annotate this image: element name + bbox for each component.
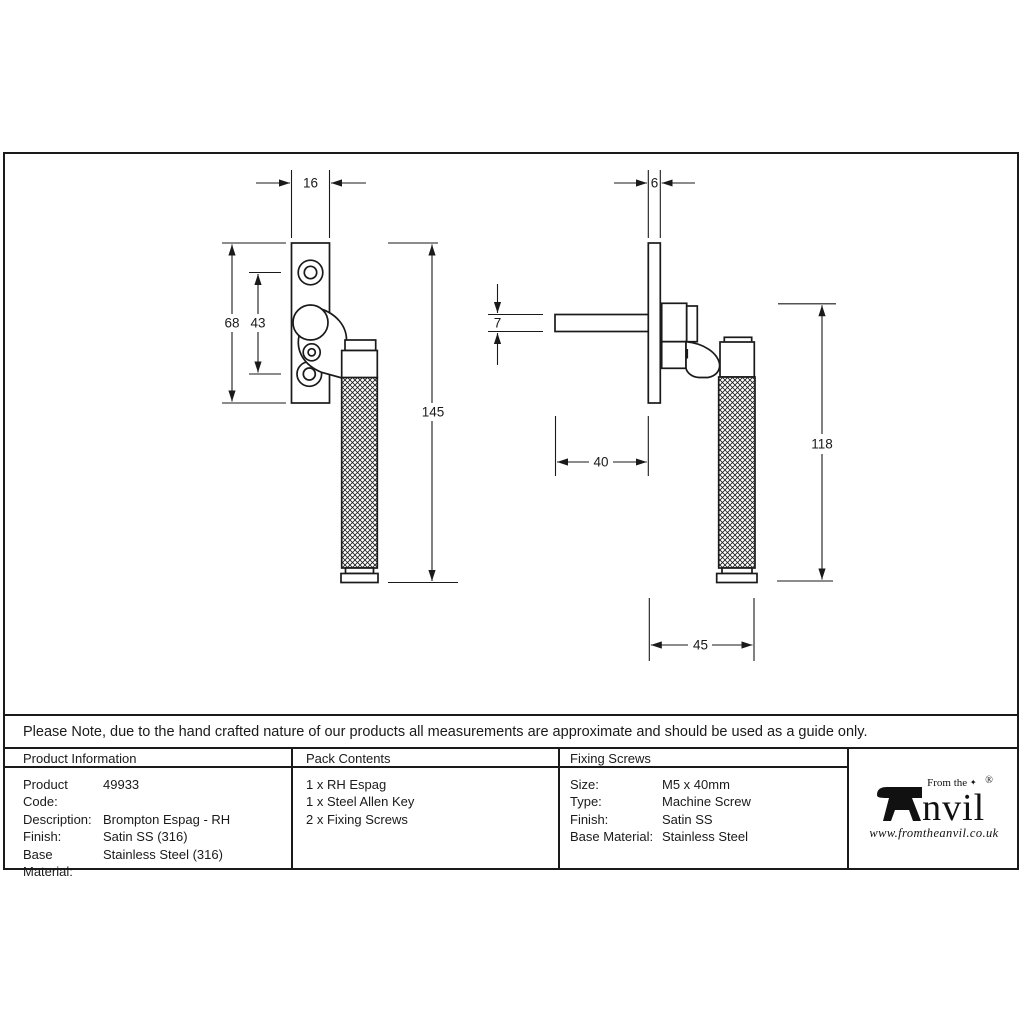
dim-front-hole-spacing [249,273,281,375]
side-plate [648,243,660,403]
table-row [570,776,751,794]
table-row [23,811,230,829]
header-pack-contents: Pack Contents [306,750,391,766]
dim-label-handle-drop: 118 [811,436,833,452]
dim-label-projection: 45 [692,637,709,653]
finish-value: Satin SS (316) [103,829,188,844]
table-row [570,793,751,811]
screw-material-value: Stainless Steel [662,829,748,844]
table-divider-1 [291,747,293,870]
base-material-value: Stainless Steel (316) [103,846,223,862]
row-label: Product Code: [23,776,68,809]
front-handle-collar [345,340,376,351]
dim-front-plate-width [256,170,366,238]
list-item: 2 x Fixing Screws [306,811,408,827]
row-label: Finish: [23,829,62,844]
side-knurled-grip [719,377,755,568]
dim-label-hole-spacing: 43 [250,315,266,331]
dim-side-spindle-square [488,284,543,365]
row-label: Finish: [570,811,609,827]
fixing-screws-cell [570,776,751,846]
table-row [570,828,751,846]
dim-side-plate-thickness [614,170,695,238]
table-row [23,776,230,811]
screw-size-value: M5 x 40mm [662,776,730,792]
row-label: Base Material: [23,846,73,879]
front-pivot-knob [293,305,328,340]
measurement-note: Please Note, due to the hand crafted nature of our products all measurements are approximate and should be used as a guide only. [23,723,868,740]
header-product-information: Product Information [23,750,137,766]
row-label: Size: [570,776,599,792]
pack-contents-cell [306,776,414,829]
anvil-a-icon [875,784,925,824]
front-end-cap [341,574,378,583]
side-set-screw [686,349,689,359]
dim-label-plate-height: 68 [224,315,240,331]
dim-side-projection [649,598,754,661]
dim-label-spindle-square: 7 [493,315,502,331]
row-label: Description: [23,811,92,827]
front-knurled-grip [342,378,378,569]
table-row [23,846,230,881]
table-row [23,828,230,846]
logo-name: nvil [922,786,986,829]
side-view [488,170,836,661]
side-handle-neck [686,342,720,378]
dim-label-spindle-length: 40 [593,454,609,470]
dim-label-plate-width: 16 [302,175,319,191]
product-information-cell [23,776,230,881]
table-row [570,811,751,829]
side-hub [662,303,687,341]
list-item: 1 x Steel Allen Key [306,794,415,809]
description-value: Brompton Espag - RH [103,811,231,827]
table-divider-2 [558,747,560,870]
row-label: Type: [570,794,602,809]
dim-front-total-length [388,243,458,583]
list-item: 1 x RH Espag [306,776,387,792]
screw-finish-value: Satin SS [662,811,713,827]
dim-label-plate-thickness: 6 [650,175,659,191]
dim-side-spindle-length [556,416,649,476]
product-code-value: 49933 [103,776,140,792]
diamond-icon: ✦ [969,777,977,787]
screw-type-value: Machine Screw [662,794,751,809]
side-spindle [555,315,649,332]
front-view [222,170,458,583]
dim-label-total-length: 145 [421,404,445,420]
anvil-logo [849,749,1019,870]
dim-side-handle-drop [777,304,836,581]
side-end-cap [717,574,757,583]
row-label: Base Material: [570,829,654,844]
logo-website: www.fromtheanvil.co.uk [869,825,999,840]
registered-mark: ® [985,774,993,786]
header-fixing-screws: Fixing Screws [570,750,651,766]
logo-prefix: From the ✦ [927,776,977,789]
